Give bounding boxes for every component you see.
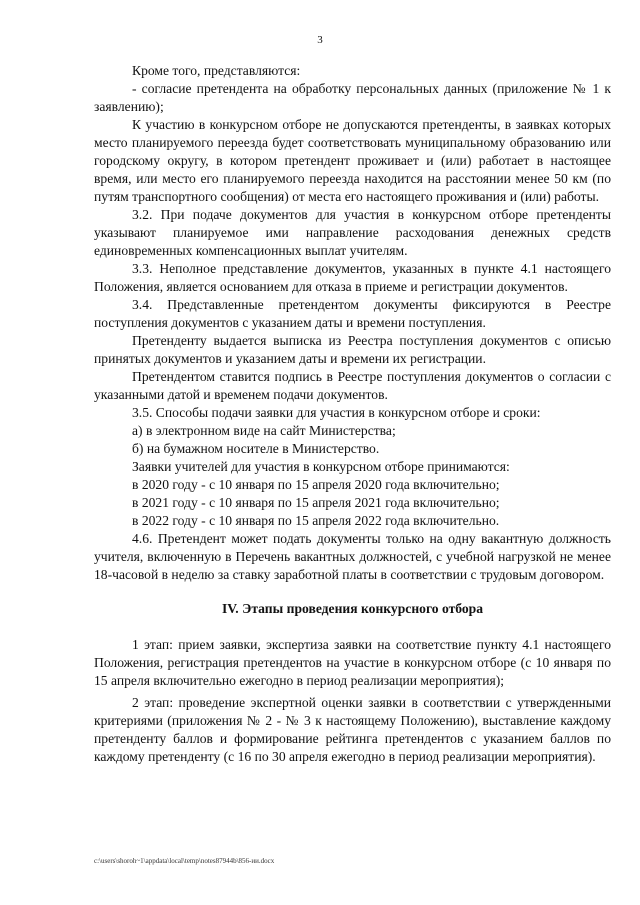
paragraph: Заявки учителей для участия в конкурсном отборе принимаются:	[132, 459, 510, 474]
paragraph: Претенденту выдается выписка из Реестра поступления документов с описью принятых документов и указанием даты и времени их регистрации.	[94, 333, 611, 366]
list-item: а) в электронном виде на сайт Министерства;	[132, 423, 396, 438]
document-body	[94, 62, 611, 766]
paragraph-clause-3-2: 3.2. При подаче документов для участия в конкурсном отборе претенденты указывают планируемое ими направление расходования денежных средств единовременных компенсационных выплат учителям.	[94, 207, 611, 258]
paragraph-clause-3-3: 3.3. Неполное представление документов, указанных в пункте 4.1 настоящего Положения, является основанием для отказа в приеме и регистрации документов.	[94, 261, 611, 294]
paragraph-clause-3-5: 3.5. Способы подачи заявки для участия в конкурсном отборе и сроки:	[132, 405, 541, 420]
paragraph: - согласие претендента на обработку персональных данных (приложение № 1 к заявлению);	[94, 81, 611, 114]
page-number: 3	[317, 34, 323, 46]
footer-file-path: c:\users\shoroh~1\appdata\local\temp\notes87944b\856-ии.docx	[94, 857, 275, 865]
paragraph-stage-1: 1 этап: прием заявки, экспертиза заявки на соответствие пункту 4.1 настоящего Положения, регистрация претендентов на участие в конкурсном отборе (с 10 января по 15 апреля включительно ежегодно в период реализации мероприятия);	[94, 637, 611, 688]
section-title: IV. Этапы проведения конкурсного отбора	[221, 601, 484, 616]
list-item: в 2021 году - с 10 января по 15 апреля 2021 года включительно;	[132, 495, 500, 510]
paragraph: Претендентом ставится подпись в Реестре поступления документов о согласии с указанными датой и временем подачи документов.	[94, 369, 611, 402]
paragraph-stage-2: 2 этап: проведение экспертной оценки заявки в соответствии с утвержденными критериями (приложения № 2 - № 3 к настоящему Положению), выставление каждому претенденту баллов и формирование рейтинга претендентов с указанием баллов по каждому претенденту (с 16 по 30 апреля ежегодно в период реализации мероприятия).	[94, 695, 611, 764]
paragraph: Кроме того, представляются:	[132, 63, 301, 78]
paragraph: К участию в конкурсном отборе не допускаются претенденты, в заявках которых место планируемого переезда будет соответствовать муниципальному образованию или городскому округу, в котором претендент проживает и (или) работает в настоящее время, или место его планируемого переезда находится на расстоянии менее 50 км (по путям транспортного сообщения) от места его настоящего проживания и (или) работы.	[94, 117, 611, 204]
paragraph-clause-4-6: 4.6. Претендент может подать документы только на одну вакантную должность учителя, включенную в Перечень вакантных должностей, с учебной нагрузкой не менее 18-часовой в неделю за ставку заработной платы в соответствии с трудовым договором.	[94, 531, 611, 582]
list-item: в 2022 году - с 10 января по 15 апреля 2022 года включительно.	[132, 513, 500, 528]
paragraph-clause-3-4: 3.4. Представленные претендентом документы фиксируются в Реестре поступления документов с указанием даты и времени поступления.	[94, 297, 611, 330]
list-item: в 2020 году - с 10 января по 15 апреля 2020 года включительно;	[132, 477, 500, 492]
list-item: б) на бумажном носителе в Министерство.	[132, 441, 380, 456]
